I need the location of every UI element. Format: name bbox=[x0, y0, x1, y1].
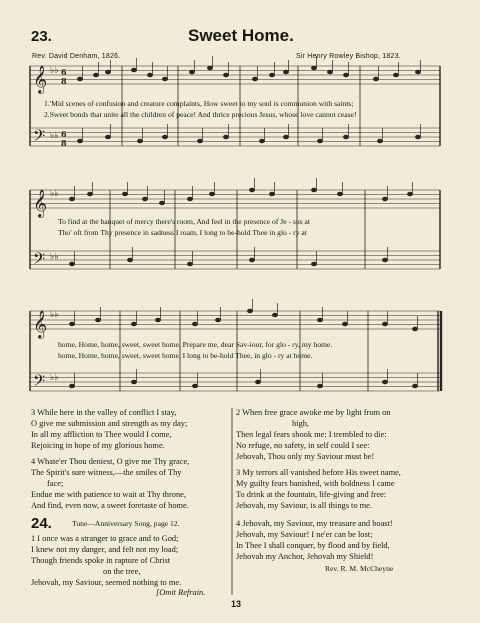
stanza-line: In Thee I shall conquer, by flood and by field, bbox=[236, 541, 390, 550]
stanza-line: In all my affliction to Thee would I come, bbox=[31, 430, 172, 439]
system2-lyric-verse1: To find at the banquet of mercy there's room, And feel in the presence of Je - sus at bbox=[58, 217, 310, 226]
svg-text:♭♭: ♭♭ bbox=[50, 131, 59, 141]
stanza-line: face; bbox=[47, 479, 64, 488]
stanza-line: on the tree, bbox=[103, 567, 141, 576]
svg-text:𝄢: 𝄢 bbox=[33, 250, 46, 272]
svg-text:𝄢: 𝄢 bbox=[33, 372, 46, 394]
stanza-line: Though friends spoke in rapture of Christ bbox=[31, 556, 171, 565]
stanza-line: 4 Whate'er Thou deniest, O give me Thy grace, bbox=[31, 457, 190, 466]
stanza-line: 3 While here in the valley of conflict I stay, bbox=[31, 408, 177, 417]
svg-text:6: 6 bbox=[61, 129, 67, 139]
svg-text:♭♭: ♭♭ bbox=[50, 252, 59, 262]
stanza-line: 1 I once was a stranger to grace and to God; bbox=[31, 534, 179, 543]
stanza-line: O give me submission and strength as my day; bbox=[31, 419, 188, 428]
right-stanza-4 bbox=[236, 518, 393, 562]
stanza-line: My guilty fears banished, with boldness I came bbox=[236, 479, 395, 488]
hymn-24-tune: Tune—Anniversary Song, page 12. bbox=[72, 519, 180, 528]
page-number: 13 bbox=[231, 599, 242, 609]
system3-lyric-verse2: home, Home, home, sweet, sweet home, I long to be-hold Thee, in glo - ry at home. bbox=[58, 351, 313, 360]
system3-treble-staff bbox=[30, 311, 440, 329]
stanza-line: 3 My terrors all vanished before His sweet name, bbox=[236, 468, 401, 477]
system2-lyric-verse2: Tho' oft from Thy presence in sadness I roam, I long to be-hold Thee in glo - ry at bbox=[58, 228, 307, 237]
stanza-line: Endue me with patience to wait at Thy throne, bbox=[31, 490, 186, 499]
stanza-line: To drink at the fountain, life-giving and free: bbox=[236, 490, 387, 499]
svg-text:♭♭: ♭♭ bbox=[50, 66, 59, 76]
stanza-line: Then legal fears shook me: I trembled to die: bbox=[236, 430, 387, 439]
system3-bass-staff bbox=[30, 373, 440, 391]
hymn-24-stanza-1 bbox=[31, 533, 181, 588]
svg-text:♭♭: ♭♭ bbox=[50, 310, 59, 320]
system1-bass-staff bbox=[30, 128, 440, 146]
svg-text:8: 8 bbox=[61, 76, 67, 86]
system1-lyric-verse1: 1.'Mid scenes of confusion and creature complaints, How sweet to my soul is communion with saints; bbox=[44, 99, 354, 108]
left-stanza-4 bbox=[31, 456, 189, 511]
stanza-line: No refuge, no safety, in self could I see: bbox=[236, 441, 370, 450]
omit-refrain-note: [Omit Refrain. bbox=[156, 588, 206, 597]
stanza-line: The Spirit's sure witness,—the smiles of Thy bbox=[31, 468, 182, 477]
svg-text:𝄢: 𝄢 bbox=[33, 127, 46, 149]
right-stanza-2 bbox=[236, 407, 391, 462]
stanza-line: Jehovah, my Saviour, is all things to me. bbox=[236, 501, 372, 510]
svg-text:♭♭: ♭♭ bbox=[50, 373, 59, 383]
stanza-line: high, bbox=[292, 419, 309, 428]
left-stanza-3 bbox=[31, 407, 187, 451]
stanza-line: Jehovah my Anchor, Jehovah my Shield! bbox=[236, 552, 374, 561]
svg-text:6: 6 bbox=[61, 67, 67, 77]
hymn-number: 23. bbox=[31, 28, 52, 45]
stanza-line: And find, even now, a sweet foretaste of home. bbox=[31, 501, 189, 510]
right-stanza-3 bbox=[236, 467, 401, 511]
svg-text:𝄞: 𝄞 bbox=[33, 189, 48, 217]
svg-text:8: 8 bbox=[61, 138, 67, 148]
stanza-line: I knew not my danger, and felt not my load; bbox=[31, 545, 179, 554]
hymn-title: Sweet Home. bbox=[188, 26, 294, 45]
stanza-line: Rejoicing in hope of my glorious home. bbox=[31, 441, 165, 450]
stanza-line: Jehovah, my Saviour, seemed nothing to me. bbox=[31, 578, 182, 587]
system1-lyric-verse2: 2.Sweet bonds that unite all the children of peace! And thrice precious Jesus, whose love cannot cease! bbox=[44, 110, 357, 119]
music-credit: Sir Henry Rowley Bishop, 1823. bbox=[296, 53, 401, 60]
hymn-24-number: 24. bbox=[31, 515, 52, 532]
stanza-line: Jehovah, Thou only my Saviour must be! bbox=[236, 452, 375, 461]
words-credit: Rev. David Denham, 1826. bbox=[32, 53, 121, 60]
system2-bass-staff bbox=[30, 251, 440, 269]
stanza-line: 4 Jehovah, my Saviour, my treasure and boast! bbox=[236, 519, 393, 528]
system3-lyric-verse1: home, Home, home, sweet, sweet home, Prepare me, dear Sav-iour, for glo - ry, my home. bbox=[58, 340, 333, 349]
stanza-line: 2 When free grace awoke me by light from on bbox=[236, 408, 391, 417]
svg-text:♭♭: ♭♭ bbox=[50, 189, 59, 199]
svg-text:𝄞: 𝄞 bbox=[33, 65, 48, 93]
svg-text:𝄞: 𝄞 bbox=[33, 310, 48, 338]
stanza-line: Jehovah, my Saviour! I ne'er can be lost; bbox=[236, 530, 373, 539]
author-credit: Rev. R. M. McCheyne bbox=[325, 564, 394, 573]
